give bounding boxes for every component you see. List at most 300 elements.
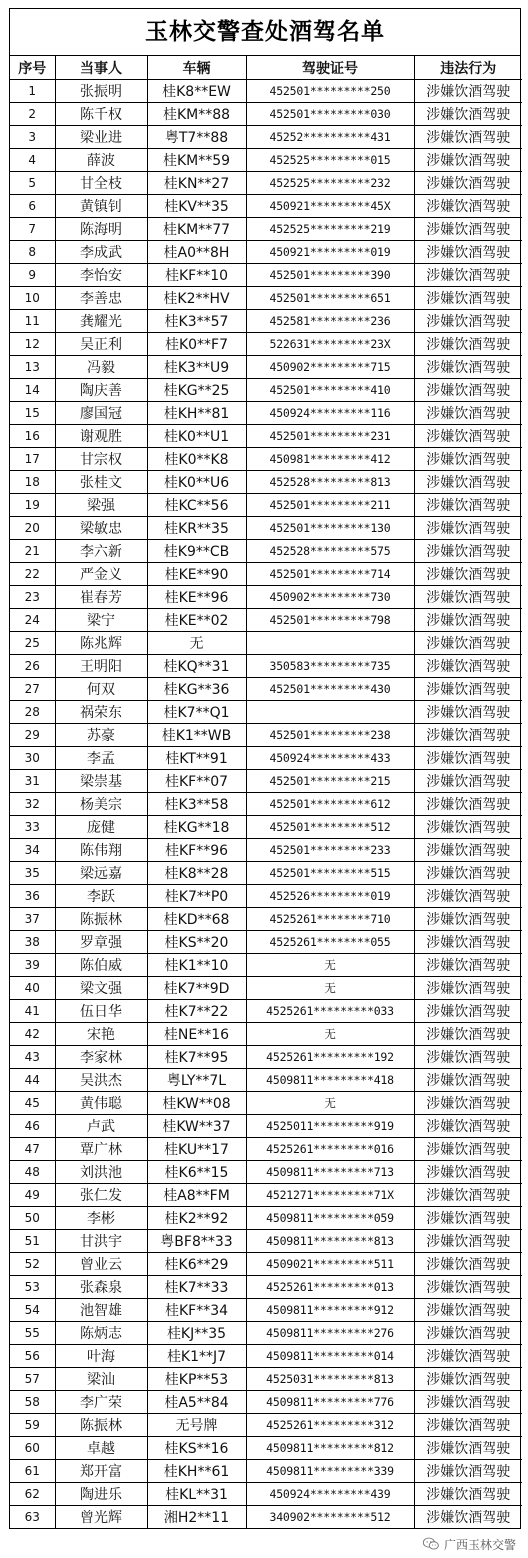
table-row <box>10 540 522 563</box>
row-index: 33 <box>10 816 55 839</box>
person-name: 刘洪池 <box>55 1161 147 1184</box>
violation: 涉嫌饮酒驾驶 <box>414 241 522 264</box>
license-number: 4525261*********312 <box>246 1414 414 1437</box>
row-index: 36 <box>10 885 55 908</box>
license-number: 452501*********211 <box>246 494 414 517</box>
person-name: 梁宁 <box>55 609 147 632</box>
vehicle-plate: 桂KE**02 <box>147 609 246 632</box>
vehicle-plate: 桂K0**U1 <box>147 425 246 448</box>
person-name: 李家林 <box>55 1046 147 1069</box>
vehicle-plate: 桂KW**08 <box>147 1092 246 1115</box>
table-row <box>10 494 522 517</box>
person-name: 梁汕 <box>55 1368 147 1391</box>
violation: 涉嫌饮酒驾驶 <box>414 1506 522 1529</box>
license-number: 4509811*********813 <box>246 1230 414 1253</box>
row-index: 21 <box>10 540 55 563</box>
drunk-driving-list <box>9 8 521 1529</box>
license-number: 无 <box>246 954 414 977</box>
row-index: 50 <box>10 1207 55 1230</box>
row-index: 62 <box>10 1483 55 1506</box>
violation: 涉嫌饮酒驾驶 <box>414 1046 522 1069</box>
violation: 涉嫌饮酒驾驶 <box>414 586 522 609</box>
table-row <box>10 1000 522 1023</box>
violation: 涉嫌饮酒驾驶 <box>414 770 522 793</box>
vehicle-plate: 粤T7**88 <box>147 126 246 149</box>
table-row <box>10 770 522 793</box>
license-number: 4525031*********813 <box>246 1368 414 1391</box>
table-row <box>10 517 522 540</box>
license-number: 452501*********798 <box>246 609 414 632</box>
person-name: 郑开富 <box>55 1460 147 1483</box>
table-row <box>10 80 522 103</box>
watermark <box>420 1534 518 1554</box>
vehicle-plate: 桂K7**9D <box>147 977 246 1000</box>
table-row <box>10 908 522 931</box>
vehicle-plate: 桂K1**10 <box>147 954 246 977</box>
vehicle-plate: 桂K0**K8 <box>147 448 246 471</box>
person-name: 梁文强 <box>55 977 147 1000</box>
vehicle-plate: 桂KQ**31 <box>147 655 246 678</box>
license-number: 4525261*********013 <box>246 1276 414 1299</box>
table-row <box>10 287 522 310</box>
violation: 涉嫌饮酒驾驶 <box>414 264 522 287</box>
row-index: 45 <box>10 1092 55 1115</box>
table-row <box>10 1391 522 1414</box>
license-number: 450924*********433 <box>246 747 414 770</box>
violation: 涉嫌饮酒驾驶 <box>414 977 522 1000</box>
table-row <box>10 218 522 241</box>
row-index: 52 <box>10 1253 55 1276</box>
table-row <box>10 1161 522 1184</box>
license-number: 452501*********250 <box>246 80 414 103</box>
violation: 涉嫌饮酒驾驶 <box>414 1161 522 1184</box>
license-number: 452525*********232 <box>246 172 414 195</box>
vehicle-plate: 桂KG**25 <box>147 379 246 402</box>
table-row <box>10 333 522 356</box>
row-index: 9 <box>10 264 55 287</box>
license-number: 4509811*********812 <box>246 1437 414 1460</box>
table-row <box>10 402 522 425</box>
violation: 涉嫌饮酒驾驶 <box>414 1345 522 1368</box>
row-index: 8 <box>10 241 55 264</box>
person-name: 薛波 <box>55 149 147 172</box>
person-name: 严金义 <box>55 563 147 586</box>
person-name: 王明阳 <box>55 655 147 678</box>
license-number: 452501*********030 <box>246 103 414 126</box>
table-row <box>10 747 522 770</box>
table-row <box>10 885 522 908</box>
vehicle-plate: 桂KN**27 <box>147 172 246 195</box>
table-row <box>10 1046 522 1069</box>
row-index: 12 <box>10 333 55 356</box>
vehicle-plate: 桂KF**96 <box>147 839 246 862</box>
license-number: 452526*********019 <box>246 885 414 908</box>
row-index: 31 <box>10 770 55 793</box>
table-row <box>10 1460 522 1483</box>
person-name: 陈伯威 <box>55 954 147 977</box>
row-index: 30 <box>10 747 55 770</box>
person-name: 梁敏忠 <box>55 517 147 540</box>
row-index: 1 <box>10 80 55 103</box>
violation: 涉嫌饮酒驾驶 <box>414 816 522 839</box>
person-name: 苏豪 <box>55 724 147 747</box>
violation: 涉嫌饮酒驾驶 <box>414 218 522 241</box>
license-number: 522631*********23X <box>246 333 414 356</box>
violation: 涉嫌饮酒驾驶 <box>414 632 522 655</box>
person-name: 陶庆善 <box>55 379 147 402</box>
person-name: 伍日华 <box>55 1000 147 1023</box>
vehicle-plate: 无号牌 <box>147 1414 246 1437</box>
row-index: 20 <box>10 517 55 540</box>
license-number: 4509811*********912 <box>246 1299 414 1322</box>
table-row <box>10 954 522 977</box>
violation: 涉嫌饮酒驾驶 <box>414 1207 522 1230</box>
license-number: 450981*********412 <box>246 448 414 471</box>
table-row <box>10 1207 522 1230</box>
column-header-violation: 违法行为 <box>414 56 522 80</box>
table-row <box>10 448 522 471</box>
row-index: 56 <box>10 1345 55 1368</box>
violation: 涉嫌饮酒驾驶 <box>414 1115 522 1138</box>
row-index: 51 <box>10 1230 55 1253</box>
row-index: 60 <box>10 1437 55 1460</box>
violation: 涉嫌饮酒驾驶 <box>414 402 522 425</box>
license-number: 452501*********651 <box>246 287 414 310</box>
person-name: 谢观胜 <box>55 425 147 448</box>
violation: 涉嫌饮酒驾驶 <box>414 908 522 931</box>
row-index: 46 <box>10 1115 55 1138</box>
table-row <box>10 977 522 1000</box>
table-row <box>10 1437 522 1460</box>
license-number: 4525261*********016 <box>246 1138 414 1161</box>
row-index: 19 <box>10 494 55 517</box>
violation: 涉嫌饮酒驾驶 <box>414 862 522 885</box>
violation: 涉嫌饮酒驾驶 <box>414 1000 522 1023</box>
row-index: 23 <box>10 586 55 609</box>
license-number: 452501*********390 <box>246 264 414 287</box>
vehicle-plate: 桂K8**28 <box>147 862 246 885</box>
vehicle-plate: 桂A8**FM <box>147 1184 246 1207</box>
vehicle-plate: 桂KU**17 <box>147 1138 246 1161</box>
vehicle-plate: 桂KD**68 <box>147 908 246 931</box>
person-name: 陈伟翔 <box>55 839 147 862</box>
violation: 涉嫌饮酒驾驶 <box>414 310 522 333</box>
vehicle-plate: 桂KC**56 <box>147 494 246 517</box>
vehicle-plate: 桂K0**U6 <box>147 471 246 494</box>
table-row <box>10 195 522 218</box>
table-row <box>10 425 522 448</box>
person-name: 李成武 <box>55 241 147 264</box>
violation: 涉嫌饮酒驾驶 <box>414 1460 522 1483</box>
row-index: 24 <box>10 609 55 632</box>
vehicle-plate: 桂KH**81 <box>147 402 246 425</box>
person-name: 崔春芳 <box>55 586 147 609</box>
person-name: 龚耀光 <box>55 310 147 333</box>
row-index: 10 <box>10 287 55 310</box>
person-name: 陈千权 <box>55 103 147 126</box>
row-index: 53 <box>10 1276 55 1299</box>
vehicle-plate: 桂KS**16 <box>147 1437 246 1460</box>
table-row <box>10 1184 522 1207</box>
vehicle-plate: 桂KM**77 <box>147 218 246 241</box>
watermark-text: 广西玉林交警 <box>443 1537 516 1552</box>
vehicle-plate: 桂K0**F7 <box>147 333 246 356</box>
violation: 涉嫌饮酒驾驶 <box>414 448 522 471</box>
table-row <box>10 586 522 609</box>
vehicle-plate: 桂K1**J7 <box>147 1345 246 1368</box>
license-number: 452501*********215 <box>246 770 414 793</box>
license-number: 4509811*********713 <box>246 1161 414 1184</box>
vehicle-plate: 桂KF**10 <box>147 264 246 287</box>
violation: 涉嫌饮酒驾驶 <box>414 678 522 701</box>
violation: 涉嫌饮酒驾驶 <box>414 1069 522 1092</box>
table-row <box>10 1483 522 1506</box>
vehicle-plate: 桂A0**8H <box>147 241 246 264</box>
row-index: 29 <box>10 724 55 747</box>
license-number <box>246 632 414 655</box>
person-name: 甘洪宇 <box>55 1230 147 1253</box>
violation: 涉嫌饮酒驾驶 <box>414 747 522 770</box>
violation: 涉嫌饮酒驾驶 <box>414 287 522 310</box>
vehicle-plate: 桂KT**91 <box>147 747 246 770</box>
vehicle-plate: 桂K8**EW <box>147 80 246 103</box>
license-number: 4509811*********418 <box>246 1069 414 1092</box>
person-name: 吴洪杰 <box>55 1069 147 1092</box>
license-number: 45252**********431 <box>246 126 414 149</box>
license-number <box>246 701 414 724</box>
column-header-person: 当事人 <box>55 56 147 80</box>
license-number: 452501*********430 <box>246 678 414 701</box>
table-header-row <box>10 56 522 80</box>
row-index: 57 <box>10 1368 55 1391</box>
vehicle-plate: 桂K7**33 <box>147 1276 246 1299</box>
vehicle-plate: 桂KF**34 <box>147 1299 246 1322</box>
row-index: 6 <box>10 195 55 218</box>
row-index: 18 <box>10 471 55 494</box>
license-number: 4525011*********919 <box>246 1115 414 1138</box>
table-row <box>10 149 522 172</box>
person-name: 李善忠 <box>55 287 147 310</box>
person-name: 张森泉 <box>55 1276 147 1299</box>
row-index: 54 <box>10 1299 55 1322</box>
person-name: 覃广林 <box>55 1138 147 1161</box>
license-number: 无 <box>246 1092 414 1115</box>
vehicle-plate: 桂K6**15 <box>147 1161 246 1184</box>
table-row <box>10 701 522 724</box>
violation: 涉嫌饮酒驾驶 <box>414 103 522 126</box>
person-name: 张仁发 <box>55 1184 147 1207</box>
table-row <box>10 264 522 287</box>
row-index: 4 <box>10 149 55 172</box>
violation: 涉嫌饮酒驾驶 <box>414 1368 522 1391</box>
person-name: 卢武 <box>55 1115 147 1138</box>
person-name: 吴正利 <box>55 333 147 356</box>
person-name: 陈兆辉 <box>55 632 147 655</box>
row-index: 22 <box>10 563 55 586</box>
vehicle-plate: 桂KL**31 <box>147 1483 246 1506</box>
violation: 涉嫌饮酒驾驶 <box>414 1253 522 1276</box>
table-row <box>10 310 522 333</box>
license-number: 4509811*********339 <box>246 1460 414 1483</box>
row-index: 5 <box>10 172 55 195</box>
license-number: 452581*********236 <box>246 310 414 333</box>
person-name: 梁远嘉 <box>55 862 147 885</box>
table-row <box>10 632 522 655</box>
table-row <box>10 655 522 678</box>
column-header-license: 驾驶证号 <box>246 56 414 80</box>
person-name: 冯毅 <box>55 356 147 379</box>
vehicle-plate: 桂KH**61 <box>147 1460 246 1483</box>
violation: 涉嫌饮酒驾驶 <box>414 1414 522 1437</box>
violation: 涉嫌饮酒驾驶 <box>414 1299 522 1322</box>
table-row <box>10 1138 522 1161</box>
row-index: 14 <box>10 379 55 402</box>
license-number: 4525261********710 <box>246 908 414 931</box>
person-name: 梁强 <box>55 494 147 517</box>
license-number: 4509811*********776 <box>246 1391 414 1414</box>
table-row <box>10 1414 522 1437</box>
person-name: 罗章强 <box>55 931 147 954</box>
violation: 涉嫌饮酒驾驶 <box>414 1437 522 1460</box>
vehicle-plate: 桂KG**18 <box>147 816 246 839</box>
violation: 涉嫌饮酒驾驶 <box>414 379 522 402</box>
license-number: 452525*********219 <box>246 218 414 241</box>
violation: 涉嫌饮酒驾驶 <box>414 563 522 586</box>
person-name: 张振明 <box>55 80 147 103</box>
table-row <box>10 1253 522 1276</box>
license-number: 452501*********612 <box>246 793 414 816</box>
violation: 涉嫌饮酒驾驶 <box>414 1391 522 1414</box>
row-index: 34 <box>10 839 55 862</box>
vehicle-plate: 桂K7**P0 <box>147 885 246 908</box>
person-name: 廖国冠 <box>55 402 147 425</box>
person-name: 陈海明 <box>55 218 147 241</box>
vehicle-plate: 桂K7**Q1 <box>147 701 246 724</box>
person-name: 陈振林 <box>55 1414 147 1437</box>
row-index: 38 <box>10 931 55 954</box>
license-number: 452501*********515 <box>246 862 414 885</box>
violation: 涉嫌饮酒驾驶 <box>414 839 522 862</box>
violation: 涉嫌饮酒驾驶 <box>414 333 522 356</box>
license-number: 452528*********575 <box>246 540 414 563</box>
row-index: 49 <box>10 1184 55 1207</box>
license-number: 4525261********055 <box>246 931 414 954</box>
row-index: 32 <box>10 793 55 816</box>
vehicle-plate: 无 <box>147 632 246 655</box>
person-name: 李六新 <box>55 540 147 563</box>
violation: 涉嫌饮酒驾驶 <box>414 724 522 747</box>
person-name: 李跃 <box>55 885 147 908</box>
license-number: 无 <box>246 1023 414 1046</box>
violation: 涉嫌饮酒驾驶 <box>414 885 522 908</box>
violation: 涉嫌饮酒驾驶 <box>414 195 522 218</box>
row-index: 15 <box>10 402 55 425</box>
license-number: 450921*********019 <box>246 241 414 264</box>
vehicle-plate: 桂KF**07 <box>147 770 246 793</box>
license-number: 452501*********410 <box>246 379 414 402</box>
person-name: 张桂文 <box>55 471 147 494</box>
vehicle-plate: 桂K9**CB <box>147 540 246 563</box>
vehicle-plate: 桂KW**37 <box>147 1115 246 1138</box>
vehicle-plate: 桂K3**U9 <box>147 356 246 379</box>
column-header-index: 序号 <box>10 56 55 80</box>
row-index: 61 <box>10 1460 55 1483</box>
violation: 涉嫌饮酒驾驶 <box>414 793 522 816</box>
license-number: 452501*********714 <box>246 563 414 586</box>
table-row <box>10 839 522 862</box>
vehicle-plate: 桂K6**29 <box>147 1253 246 1276</box>
vehicle-plate: 桂K2**92 <box>147 1207 246 1230</box>
license-number: 452501*********512 <box>246 816 414 839</box>
license-number: 452528*********813 <box>246 471 414 494</box>
vehicle-plate: 桂K7**95 <box>147 1046 246 1069</box>
violation: 涉嫌饮酒驾驶 <box>414 701 522 724</box>
vehicle-plate: 桂K3**58 <box>147 793 246 816</box>
violation: 涉嫌饮酒驾驶 <box>414 1023 522 1046</box>
table-row <box>10 1115 522 1138</box>
license-number: 452501*********130 <box>246 517 414 540</box>
vehicle-plate: 桂K1**WB <box>147 724 246 747</box>
person-name: 甘全枝 <box>55 172 147 195</box>
table-row <box>10 356 522 379</box>
table-row <box>10 724 522 747</box>
table-row <box>10 816 522 839</box>
person-name: 李彬 <box>55 1207 147 1230</box>
license-number: 4509811*********276 <box>246 1322 414 1345</box>
table-row <box>10 126 522 149</box>
row-index: 63 <box>10 1506 55 1529</box>
row-index: 2 <box>10 103 55 126</box>
license-number: 4509811*********059 <box>246 1207 414 1230</box>
row-index: 11 <box>10 310 55 333</box>
person-name: 池智雄 <box>55 1299 147 1322</box>
row-index: 27 <box>10 678 55 701</box>
person-name: 宋艳 <box>55 1023 147 1046</box>
license-number: 4521271*********71X <box>246 1184 414 1207</box>
violation: 涉嫌饮酒驾驶 <box>414 517 522 540</box>
table-row <box>10 1368 522 1391</box>
table-row <box>10 793 522 816</box>
person-name: 李广荣 <box>55 1391 147 1414</box>
row-index: 17 <box>10 448 55 471</box>
table-row <box>10 1506 522 1529</box>
table-row <box>10 1322 522 1345</box>
vehicle-plate: 湘H2**11 <box>147 1506 246 1529</box>
vehicle-plate: 桂K3**57 <box>147 310 246 333</box>
license-number: 450902*********730 <box>246 586 414 609</box>
person-name: 庞健 <box>55 816 147 839</box>
person-name: 黄伟聪 <box>55 1092 147 1115</box>
person-name: 甘宗权 <box>55 448 147 471</box>
row-index: 35 <box>10 862 55 885</box>
person-name: 梁崇基 <box>55 770 147 793</box>
license-number: 无 <box>246 977 414 1000</box>
person-name: 杨美宗 <box>55 793 147 816</box>
violation: 涉嫌饮酒驾驶 <box>414 1483 522 1506</box>
violation: 涉嫌饮酒驾驶 <box>414 1092 522 1115</box>
person-name: 梁业进 <box>55 126 147 149</box>
person-name: 陈振林 <box>55 908 147 931</box>
license-number: 4525261*********033 <box>246 1000 414 1023</box>
vehicle-plate: 桂KG**36 <box>147 678 246 701</box>
vehicle-plate: 桂KS**20 <box>147 931 246 954</box>
person-name: 何双 <box>55 678 147 701</box>
violation: 涉嫌饮酒驾驶 <box>414 540 522 563</box>
column-header-vehicle: 车辆 <box>147 56 246 80</box>
table-row <box>10 1023 522 1046</box>
row-index: 16 <box>10 425 55 448</box>
violation: 涉嫌饮酒驾驶 <box>414 126 522 149</box>
